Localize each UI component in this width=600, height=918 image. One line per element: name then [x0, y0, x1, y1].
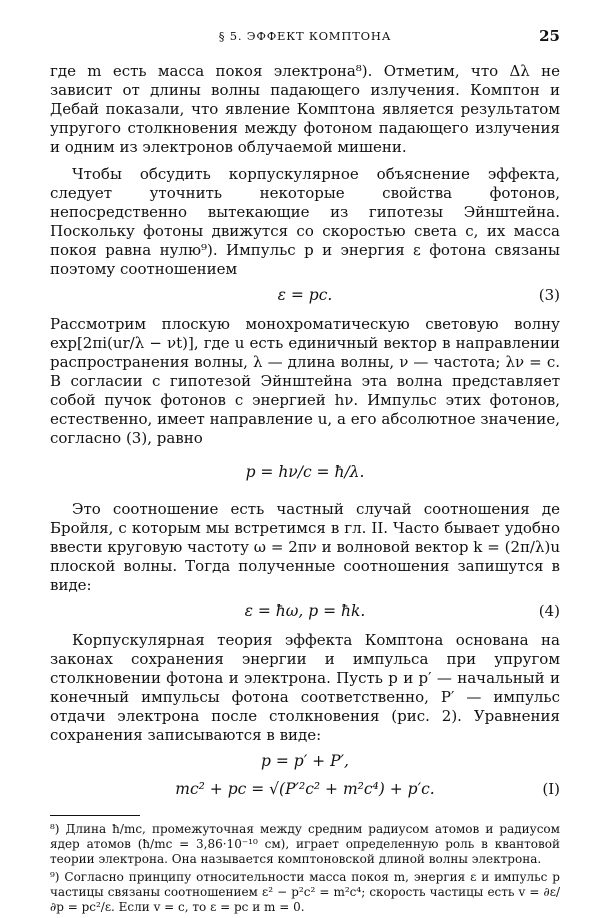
equation-momentum-formula: p = hν/c = ħ/λ.	[245, 463, 365, 481]
paragraph-corpuscular-theory: Корпускулярная теория эффекта Комптона основана на законах сохранения энергии и импульса при упругом столкновении фотона и электрона. Пусть p и p′ — начальный и конечный импульсы фотона соответственно, P′ — импульс отдачи электрона после столкновения (рис. 2). Уравнения сохранения записываются в виде:	[50, 631, 560, 744]
footnote-9: ⁹) Согласно принципу относительности масса покоя m, энергия ε и импульс p частицы связаны соотношением ε² − p²c² = m²c⁴; скорость частицы есть v = ∂ε/∂p = pc²/ε. Если v = c, то ε = pc и m = 0.	[50, 870, 560, 914]
equation-4-number: (4)	[538, 602, 560, 620]
equation-I	[50, 777, 560, 801]
equation-momentum-conservation	[50, 749, 560, 773]
paragraph-photon-properties: Чтобы обсудить корпускулярное объяснение эффекта, следует уточнить некоторые свойства фотонов, непосредственно вытекающие из гипотезы Эйнштейна. Поскольку фотоны движутся со скоростью света c, их масса покоя равна нулю⁹). Импульс p и энергия ε фотона связаны поэтому соотношением	[50, 165, 560, 278]
equation-I-number: (I)	[542, 780, 560, 798]
footnote-8: ⁸) Длина ħ/mc, промежуточная между средним радиусом атомов и радиусом ядер атомов (ħ/mc = 3,86·10⁻¹⁰ см), играет определенную роль в квантовой теории электрона. Она называется комптоновской длиной волны электрона.	[50, 822, 560, 866]
page-body	[50, 62, 560, 918]
equation-3-formula: ε = pc.	[277, 286, 333, 304]
page-number: 25	[539, 27, 560, 45]
equation-momentum-conservation-formula: p = p′ + P′,	[261, 752, 349, 770]
equation-4	[50, 599, 560, 623]
page-header	[50, 27, 560, 47]
footnote-divider	[50, 815, 140, 816]
equation-3-number: (3)	[538, 286, 560, 304]
equation-4-formula: ε = ħω, p = ħk.	[244, 602, 366, 620]
paragraph-compton-debye: где m есть масса покоя электрона⁸). Отметим, что Δλ не зависит от длины волны падающего излучения. Комптон и Дебай показали, что явление Комптона является результатом упругого столкновения между фотоном падающего излучения и одним из электронов облучаемой мишени.	[50, 62, 560, 156]
paragraph-plane-wave: Рассмотрим плоскую монохроматическую световую волну exp[2πi(ur/λ − νt)], где u есть единичный вектор в направлении распространения волны, λ — длина волны, ν — частота; λν = c. В согласии с гипотезой Эйнштейна эта волна представляет собой пучок фотонов с энергией hν. Импульс этих фотонов, естественно, имеет направление u, а его абсолютное значение, согласно (3), равно	[50, 315, 560, 447]
paragraph-de-broglie: Это соотношение есть частный случай соотношения де Бройля, с которым мы встретимся в гл. II. Часто бывает удобно ввести круговую частоту ω = 2πν и волновой вектор k = (2π/λ)u плоской волны. Тогда полученные соотношения запишутся в виде:	[50, 500, 560, 594]
equation-momentum	[50, 452, 560, 492]
equation-I-formula: mc² + pc = √(P′²c² + m²c⁴) + p′c.	[175, 780, 435, 798]
equation-3	[50, 283, 560, 307]
running-head: § 5. ЭФФЕКТ КОМПТОНА	[218, 29, 392, 43]
